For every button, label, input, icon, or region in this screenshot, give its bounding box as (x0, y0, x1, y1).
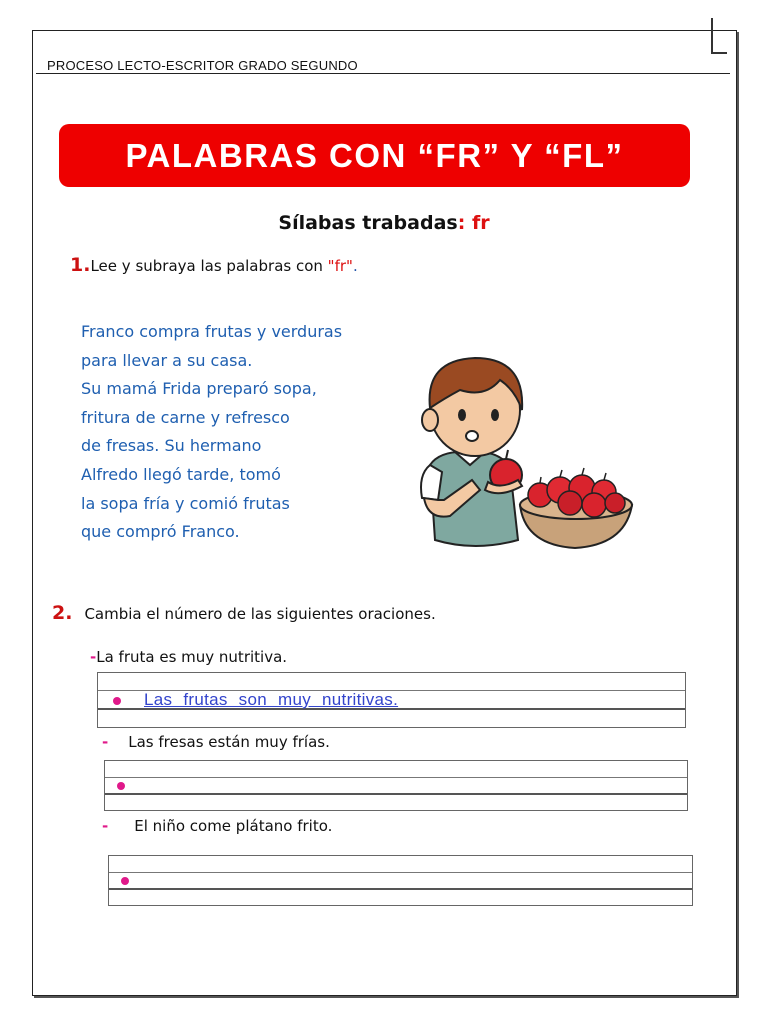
exercise-1-instruction (70, 254, 358, 276)
bullet-dot (121, 877, 129, 885)
corner-mark (711, 52, 727, 54)
passage-line: Alfredo llegó tarde, tomó (81, 464, 281, 484)
instruction-period: . (352, 257, 358, 275)
passage-line: Franco compra frutas y verduras (81, 322, 343, 341)
page-title: PALABRAS CON “FR” Y “FL” (125, 136, 624, 174)
exercise-2-number: 2. (52, 602, 73, 624)
bullet-dot (113, 697, 121, 705)
passage-line: la sopa fría y comió frutas (81, 493, 290, 513)
passage-line: que compró Franco. (81, 522, 240, 542)
instruction-word-lee: Lee (90, 257, 118, 275)
title-banner (59, 124, 690, 187)
instruction-quote-open: " (327, 257, 335, 275)
sentence-prompt (102, 733, 330, 751)
bullet-dot (117, 782, 125, 790)
header-text: PROCESO LECTO-ESCRITOR GRADO SEGUNDO (47, 58, 358, 73)
sentence-text: El niño come plátano frito. (134, 817, 333, 835)
reading-passage (81, 318, 342, 547)
subtitle-colon: : (457, 212, 466, 234)
instruction-word-subraya: subraya (135, 257, 196, 275)
sentence-prompt (102, 817, 332, 835)
subtitle (0, 212, 768, 234)
instruction-rest: el número de las siguientes oraciones. (141, 605, 436, 623)
writing-lines[interactable] (104, 760, 688, 811)
exercise-2-instruction (52, 602, 436, 624)
sentence-text: Las fresas están muy frías. (128, 733, 330, 751)
sentence-prompt (90, 648, 287, 666)
instruction-quote-close: " (346, 257, 353, 275)
header-rule (36, 73, 730, 74)
instruction-word-cambia: Cambia (84, 605, 142, 623)
exercise-1-number: 1. (70, 254, 91, 276)
writing-lines[interactable] (108, 855, 693, 906)
passage-line: Su mamá Frida preparó sopa, (81, 379, 317, 399)
passage-line: para llevar a su casa. (81, 350, 253, 370)
dash-marker: - (102, 817, 109, 835)
instruction-highlight: fr (334, 257, 347, 275)
instruction-connector: y (117, 257, 136, 275)
corner-mark (711, 18, 713, 54)
subtitle-highlight: fr (471, 212, 490, 234)
boy-with-apples-illustration (400, 340, 636, 555)
passage-line: fritura de carne y refresco (81, 407, 290, 427)
instruction-rest: las palabras con (195, 257, 328, 275)
answer-text: Las frutas son muy nutritivas. (144, 690, 399, 709)
subtitle-prefix: Sílabas trabadas (278, 212, 458, 234)
dash-marker: - (102, 733, 109, 751)
dash-marker: - (90, 648, 97, 666)
passage-line: de fresas. Su hermano (81, 436, 262, 456)
sentence-text: La fruta es muy nutritiva. (96, 648, 288, 666)
